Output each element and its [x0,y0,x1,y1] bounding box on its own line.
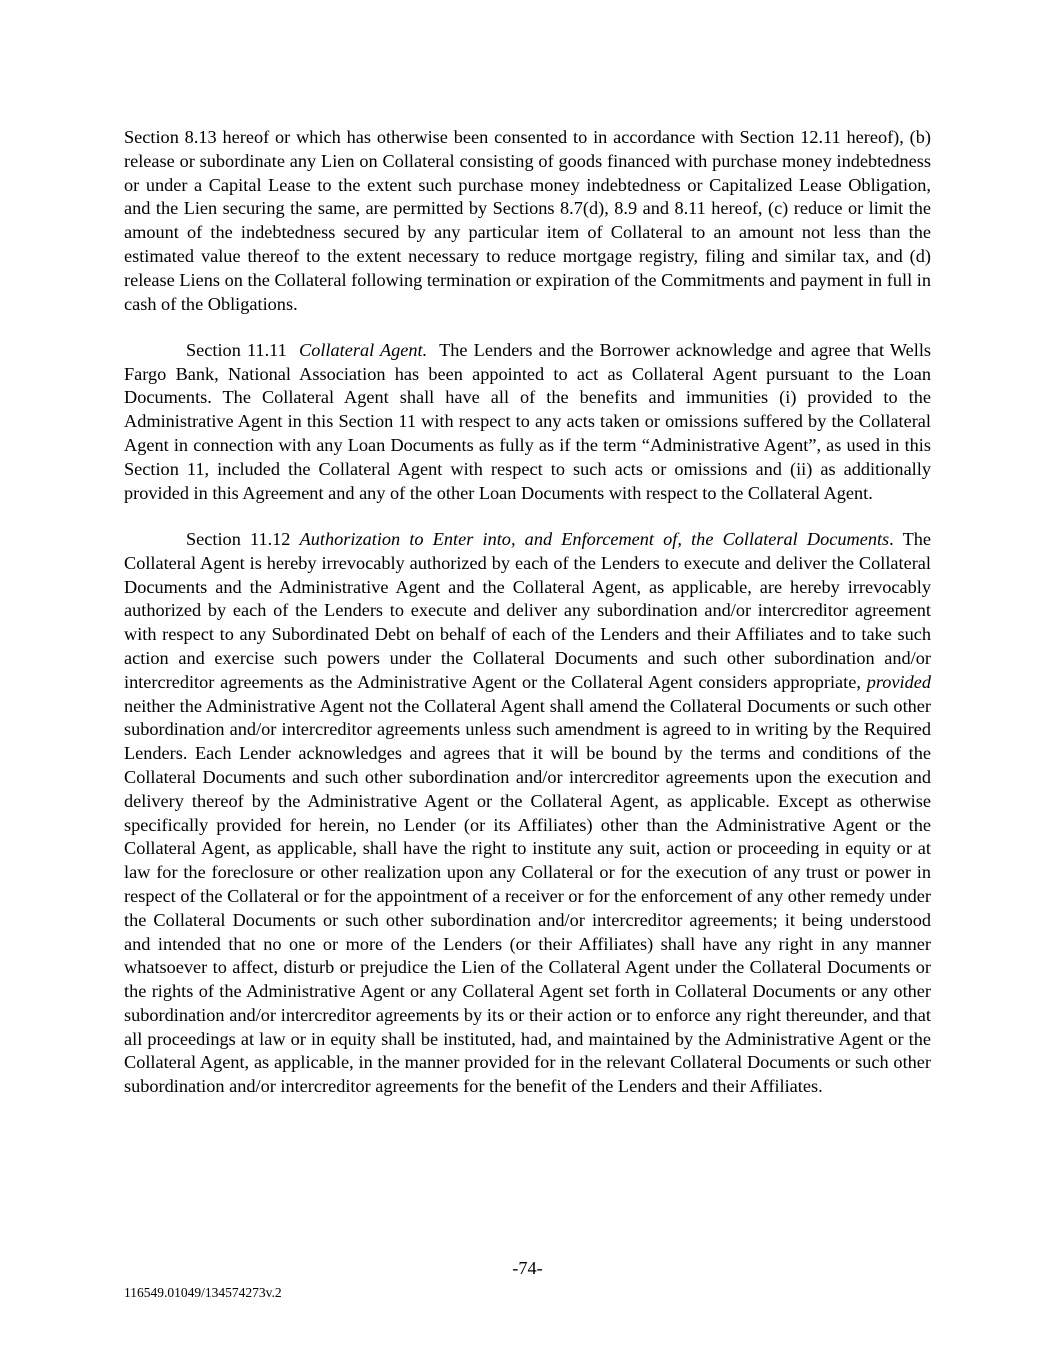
section-11-11-heading: Collateral Agent. [299,339,428,360]
page-number: -74- [512,1258,543,1278]
section-11-11-paragraph [124,339,931,506]
provided-term: provided [866,671,931,692]
section-11-12-body-part2: neither the Administrative Agent not the Collateral Agent shall amend the Collateral Documents or such other subordination and/or intercreditor agreements unless such amendment is agreed to in writing by the Required Lenders. Each Lender acknowledges and agrees that it will be bound by the terms and conditions of the Collateral Documents and such other subordination and/or intercreditor agreements upon the execution and delivery thereof by the Administrative Agent or the Collateral Agent, as applicable. Except as otherwise specifically provided for herein, no Lender (or its Affiliates) other than the Administrative Agent or the Collateral Agent, as applicable, shall have the right to institute any suit, action or proceeding in equity or at law for the foreclosure or other realization upon any Collateral or for the execution of any trust or power in respect of the Collateral or for the appointment of a receiver or for the enforcement of any other remedy under the Collateral Documents or such other subordination and/or intercreditor agreements; it being understood and intended that no one or more of the Lenders (or their Affiliates) shall have any right in any manner whatsoever to affect, disturb or prejudice the Lien of the Collateral Agent under the Collateral Documents or the rights of the Administrative Agent or any Collateral Agent set forth in Collateral Documents or any other subordination and/or intercreditor agreements by its or their action or to enforce any right thereunder, and that all proceedings at law or in equity shall be instituted, had, and maintained by the Administrative Agent or the Collateral Agent, as applicable, in the manner provided for in the relevant Collateral Documents or such other subordination and/or intercreditor agreements for the benefit of the Lenders and their Affiliates. [124,695,931,1097]
section-11-11-body: The Lenders and the Borrower acknowledge and agree that Wells Fargo Bank, National Association has been appointed to act as Collateral Agent pursuant to the Loan Documents. The Collateral Agent shall have all of the benefits and immunities (i) provided to the Administrative Agent in this Section 11 with respect to any acts taken or omissions suffered by the Collateral Agent in connection with any Loan Documents as fully as if the term “Administrative Agent”, as used in this Section 11, included the Collateral Agent with respect to such acts or omissions and (ii) as additionally provided in this Agreement and any of the other Loan Documents with respect to the Collateral Agent. [124,339,932,503]
section-11-12-heading: Authorization to Enter into, and Enforcement of, the Collateral Documents [299,528,890,549]
document-body [124,126,931,1099]
document-id-footer: 116549.01049/134574273v.2 [124,1285,282,1300]
section-11-11-number: Section 11.11 [186,339,287,360]
section-11-12-paragraph [124,528,931,1099]
section-11-12-body-part1: . The Collateral Agent is hereby irrevocably authorized by each of the Lenders to execute and deliver the Collateral Documents and the Administrative Agent and the Collateral Agent, as applicable, are hereby irrevocably authorized by each of the Lenders to execute and deliver any subordination and/or intercreditor agreement with respect to any Subordinated Debt on behalf of each of the Lenders and their Affiliates and to take such action and exercise such powers under the Collateral Documents and such other subordination and/or intercreditor agreements as the Administrative Agent or the Collateral Agent considers appropriate, [124,528,931,692]
paragraph-continuation: Section 8.13 hereof or which has otherwise been consented to in accordance with Section 12.11 hereof), (b) release or subordinate any Lien on Collateral consisting of goods financed with purchase money indebtedness or under a Capital Lease to the extent such purchase money indebtedness or Capitalized Lease Obligation, and the Lien securing the same, are permitted by Sections 8.7(d), 8.9 and 8.11 hereof, (c) reduce or limit the amount of the indebtedness secured by any particular item of Collateral to an amount not less than the estimated value thereof to the extent necessary to reduce mortgage registry, filing and similar tax, and (d) release Liens on the Collateral following termination or expiration of the Commitments and payment in full in cash of the Obligations. [124,127,931,314]
section-11-12-number: Section 11.12 [186,528,291,549]
